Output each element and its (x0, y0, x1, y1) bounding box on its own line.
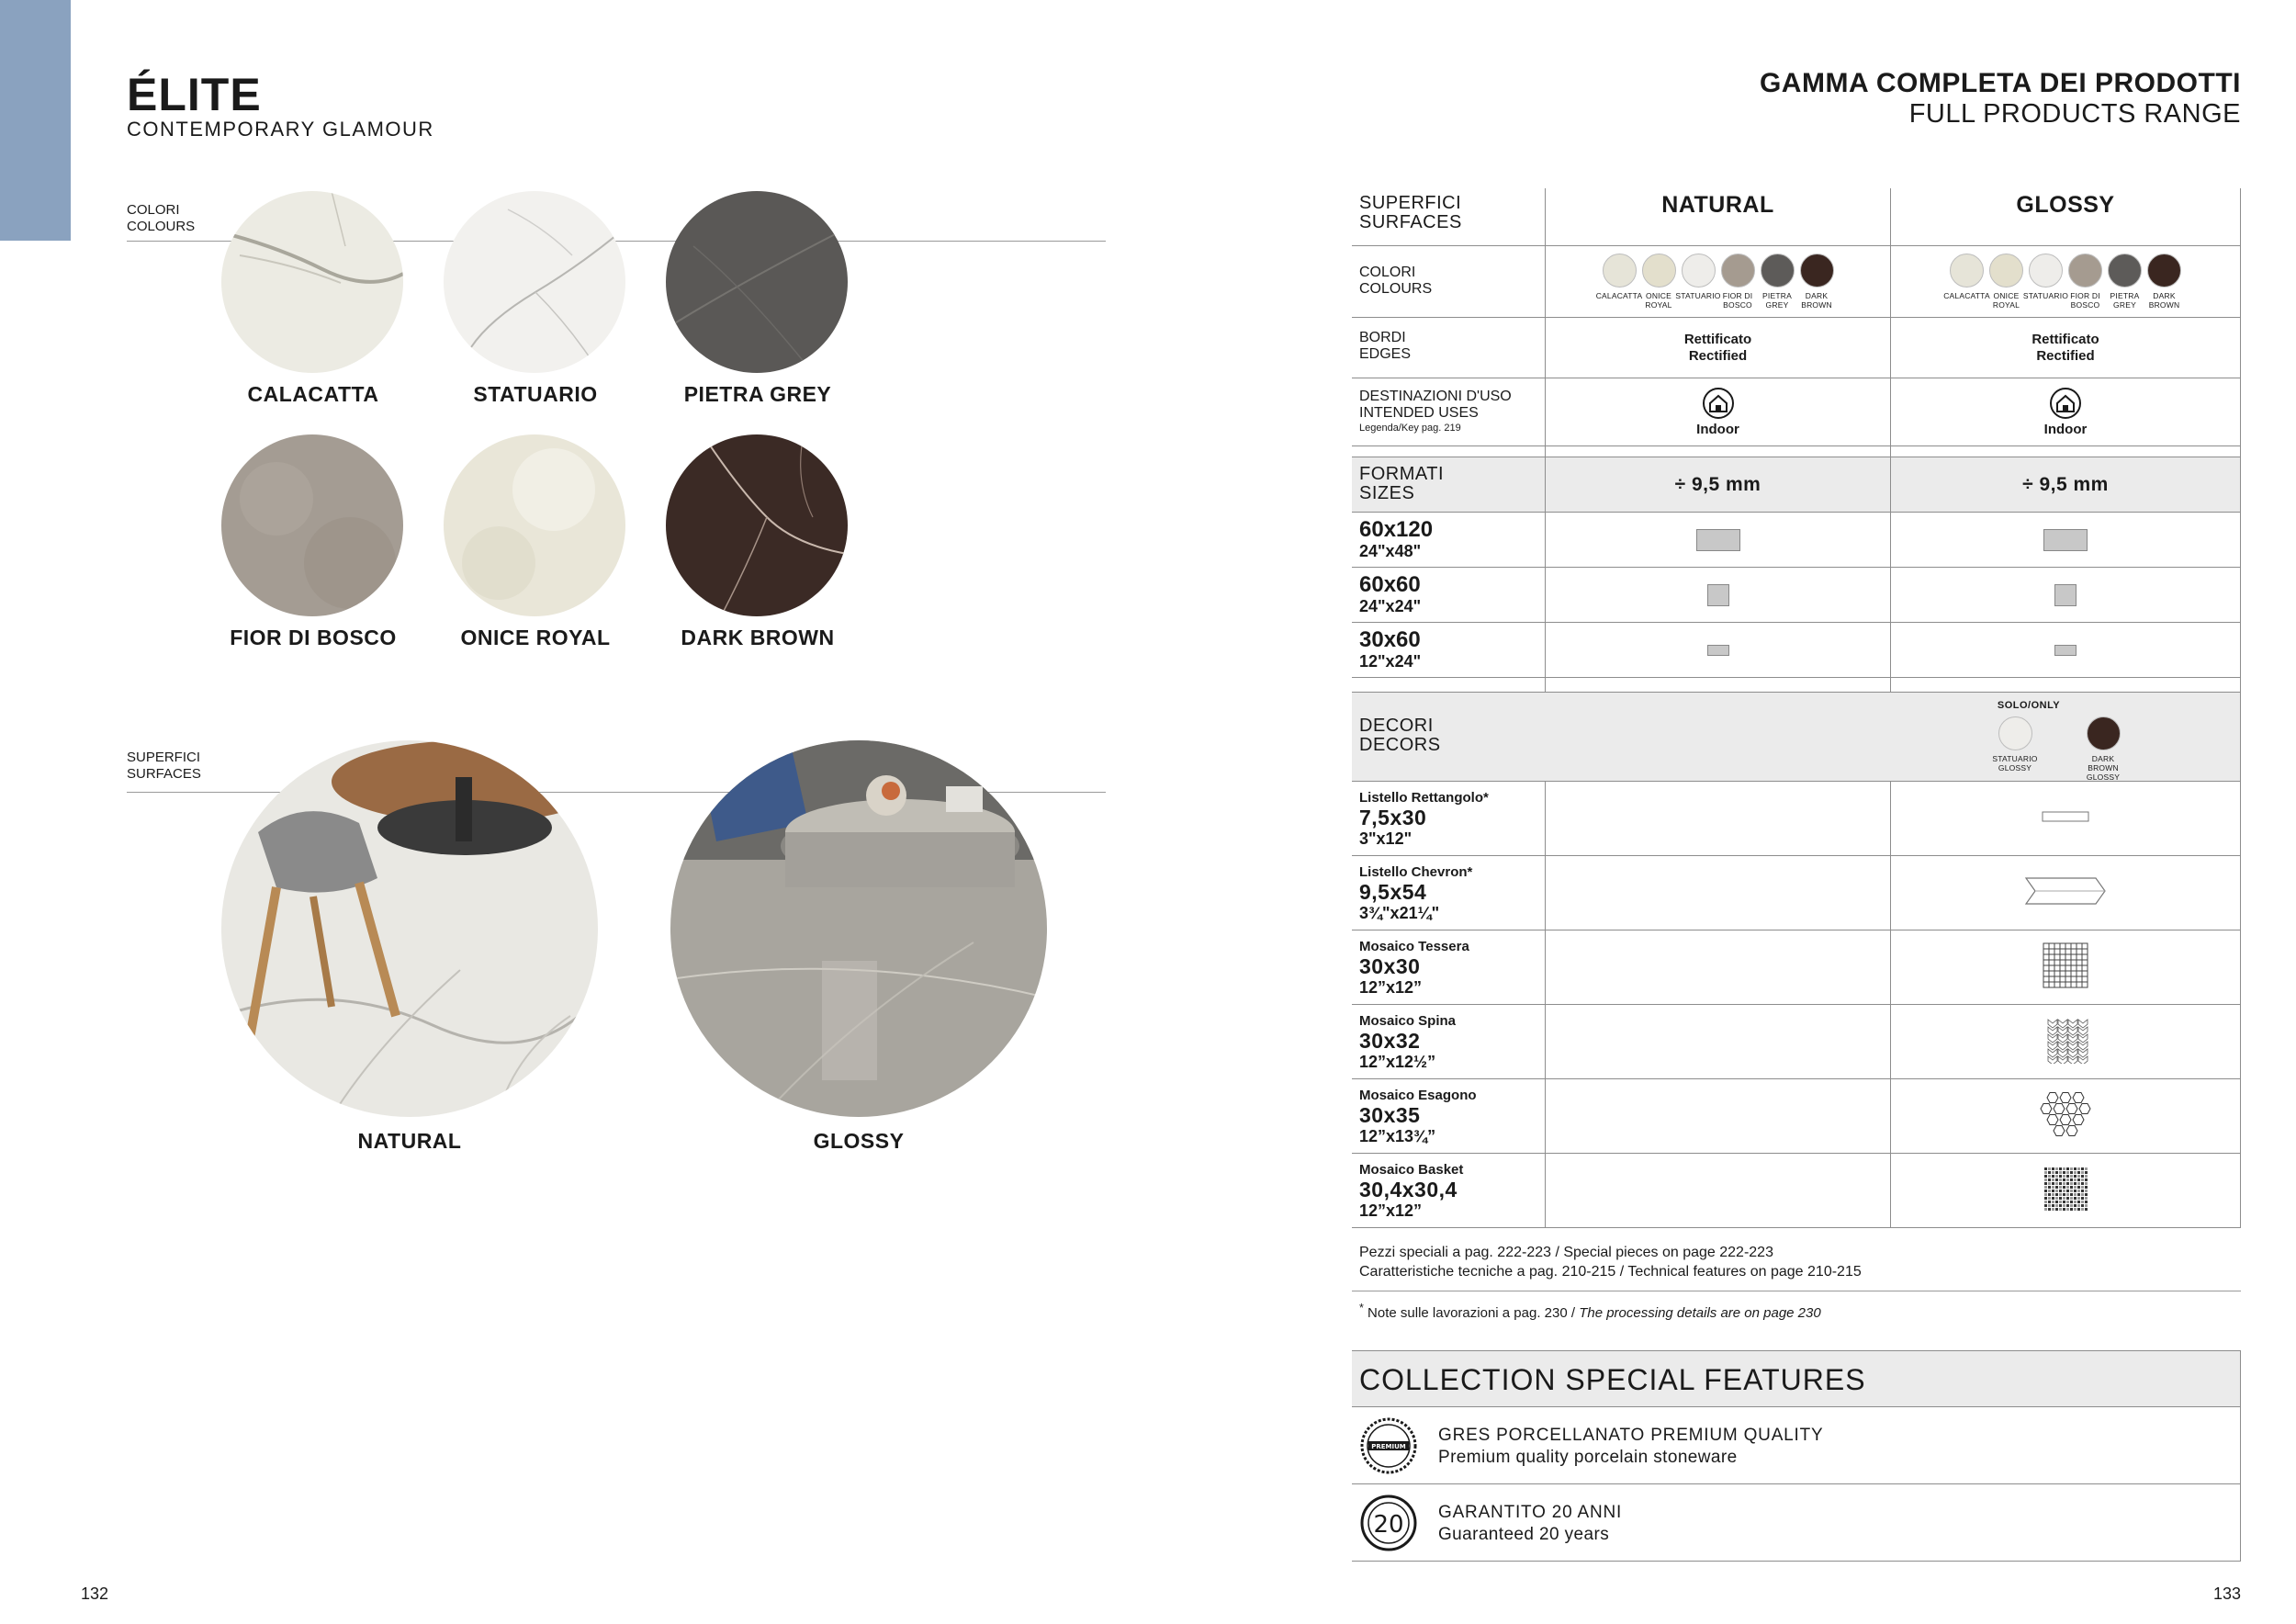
swatch-name-onice-royal: ONICE ROYAL (460, 626, 611, 649)
table-row-decor (1352, 930, 2241, 1005)
colours-section-label (127, 202, 195, 235)
glossy-decor-availability (1891, 856, 2241, 930)
colour-dot (1760, 254, 1795, 310)
natural-colour-dots (1546, 246, 1891, 317)
table-row-format (1352, 623, 2241, 678)
tile-30x60-icon (1707, 645, 1729, 656)
colour-dot-label (1762, 291, 1792, 310)
glossy-uses-value: Indoor (2043, 421, 2088, 437)
natural-decor-availability (1546, 782, 1891, 855)
colour-dot-label (2076, 754, 2131, 782)
natural-format-availability (1546, 568, 1891, 622)
surface-name-glossy: GLOSSY (813, 1129, 905, 1153)
table-row-format (1352, 513, 2241, 568)
colour-dot-label-line1: DARK (1805, 291, 1829, 300)
page-number-right: 133 (2212, 1585, 2241, 1603)
decor-label (1352, 1079, 1546, 1153)
natural-format-availability (1546, 623, 1891, 677)
colour-dot-label-line1: ONICE (1993, 291, 2020, 300)
spacer-c2 (1546, 446, 1891, 457)
table-spacer (1352, 678, 2241, 693)
decor-shape-icon (2040, 1088, 2091, 1145)
decor-shape-icon (2043, 1016, 2088, 1068)
feature-row-premium (1352, 1407, 2241, 1484)
swatch-name-dark-brown: DARK BROWN (681, 626, 835, 649)
column-header-glossy: GLOSSY (2016, 192, 2115, 218)
decor-shape-icon (2042, 810, 2089, 828)
spacer-c3 (1891, 678, 2241, 692)
colour-dot-label-line2: BROWN (1801, 300, 1832, 310)
natural-thickness-value: ÷ 9,5 mm (1674, 473, 1761, 495)
colours-cell-label (1352, 246, 1546, 317)
glossy-thickness-value: ÷ 9,5 mm (2022, 473, 2109, 495)
format-label (1352, 623, 1546, 677)
decor-label (1352, 1154, 1546, 1227)
natural-edges (1546, 318, 1891, 378)
colour-dot-label-line2: GLOSSY (1998, 763, 2032, 773)
natural-thickness (1546, 457, 1891, 512)
colours-en: COLOURS (1359, 281, 1433, 297)
glossy-format-availability (1891, 513, 2241, 567)
table-row-decor (1352, 782, 2241, 856)
colour-dot (2146, 254, 2182, 310)
colour-dot-label-line1: STATUARIO (2022, 291, 2069, 300)
natural-decor-availability (1546, 930, 1891, 1004)
swatch-name-fior-di-bosco: FIOR DI BOSCO (230, 626, 397, 649)
natural-decor-availability (1546, 856, 1891, 930)
column-header-natural: NATURAL (1661, 192, 1774, 218)
colour-dot-label (2149, 291, 2180, 310)
range-title: GAMMA COMPLETA DEI PRODOTTI (1759, 68, 2241, 98)
colour-dot-label-line2: BROWN (2148, 300, 2180, 310)
premium-icon-text: PREMIUM (1371, 1443, 1406, 1450)
table-row-decor (1352, 856, 2241, 930)
table-row-format (1352, 568, 2241, 623)
colour-dot-label-line1: STATUARIO (1675, 291, 1721, 300)
colour-dot-swatch (2108, 254, 2142, 288)
table-row-decor (1352, 1079, 2241, 1154)
spacer-c1 (1352, 678, 1546, 692)
edges-cell-label (1352, 318, 1546, 378)
colour-dot-label-line1: FIOR DI (2070, 291, 2100, 300)
spacer-c3 (1891, 446, 2241, 457)
decor-name: Mosaico Tessera (1359, 939, 1469, 954)
colour-dot (1675, 254, 1721, 300)
table-row-intended-uses (1352, 378, 2241, 446)
decor-label (1352, 856, 1546, 930)
table-row-decor (1352, 1154, 2241, 1228)
colour-dot (1988, 254, 2024, 310)
colours-label-it: COLORI (127, 202, 180, 218)
colour-dot (2107, 254, 2143, 310)
colour-dot-swatch (1682, 254, 1716, 288)
tile-30x60-icon (2054, 645, 2077, 656)
decor-name: Mosaico Esagono (1359, 1088, 1477, 1103)
spacer-c1 (1352, 446, 1546, 457)
collection-title: ÉLITE (127, 69, 262, 120)
surfaces-it: SUPERFICI (1359, 193, 1462, 213)
decor-size-in: 12”x12½” (1359, 1053, 1436, 1071)
indoor-icon (1702, 387, 1735, 420)
swatch-name-pietra-grey: PIETRA GREY (683, 382, 832, 406)
colour-dot-swatch (2087, 716, 2121, 750)
colour-dot-label (1993, 291, 2020, 310)
colour-dot-label-line2: BOSCO (1723, 300, 1752, 310)
colour-dot-label (2070, 291, 2100, 310)
colour-dot-label-line2: GLOSSY (2086, 773, 2121, 782)
tile-60x120-icon (1696, 529, 1740, 551)
colour-dot-swatch (1989, 254, 2023, 288)
decor-name: Listello Chevron* (1359, 864, 1473, 880)
colour-dot-swatch (1761, 254, 1795, 288)
natural-decor-availability (1546, 1079, 1891, 1153)
table-row-decors (1352, 693, 2241, 782)
decor-shape-icon (2043, 942, 2088, 993)
natural-surface-image (221, 740, 598, 1117)
colour-dot-label (1723, 291, 1753, 310)
swatch-pietra-grey (666, 191, 848, 373)
colour-dot-swatch (1603, 254, 1637, 288)
colour-dot-label-line2: ROYAL (1645, 300, 1672, 310)
colour-dot-label-line1: STATUARIO (1992, 754, 2038, 763)
colour-dot-label-line1: PIETRA (1762, 291, 1792, 300)
processing-note (1359, 1299, 1821, 1323)
table-row-edges (1352, 318, 2241, 378)
uses-it: DESTINAZIONI D'USO (1359, 389, 1512, 404)
decor-name: Mosaico Basket (1359, 1162, 1464, 1178)
colour-dot-label (2023, 291, 2068, 300)
table-row-decor (1352, 1005, 2241, 1079)
glossy-thickness (1891, 457, 2241, 512)
table-row-colours (1352, 246, 2241, 318)
column-glossy (1891, 188, 2241, 245)
natural-uses (1546, 378, 1891, 445)
natural-decor-availability (1546, 1005, 1891, 1078)
decor-size-in: 3¾"x21¼" (1359, 904, 1440, 922)
surface-name-natural: NATURAL (357, 1129, 462, 1153)
edges-en: EDGES (1359, 346, 1412, 362)
category-tab (0, 0, 71, 241)
decor-size-cm: 30x35 (1359, 1103, 1421, 1127)
column-natural (1546, 188, 1891, 245)
surfaces-section-label (127, 750, 201, 783)
glossy-surface-image (670, 740, 1047, 1117)
decors-it: DECORI (1359, 716, 1434, 736)
swatch-statuario (444, 191, 625, 373)
tile-60x60-icon (1707, 584, 1729, 606)
note-star: * (1359, 1302, 1364, 1314)
natural-uses-value: Indoor (1696, 421, 1739, 437)
colours-it: COLORI (1359, 265, 1416, 280)
uses-cell-label (1352, 378, 1546, 445)
colour-dot-swatch (1950, 254, 1984, 288)
glossy-format-availability (1891, 568, 2241, 622)
surfaces-cell-label (1352, 188, 1546, 245)
feature-row-guarantee (1352, 1484, 2241, 1562)
page-number-left: 132 (81, 1585, 109, 1603)
colour-dot-label-line1: CALACATTA (1943, 291, 1990, 300)
notes-block (1359, 1243, 1862, 1281)
natural-edges-it: Rettificato (1683, 331, 1752, 347)
premium-quality-icon (1359, 1416, 1418, 1475)
decor-size-in: 12”x12” (1359, 978, 1423, 997)
feature-premium-en: Premium quality porcelain stoneware (1438, 1448, 1738, 1467)
decor-label (1352, 782, 1546, 855)
decor-size-cm: 9,5x54 (1359, 880, 1427, 904)
glossy-uses (1891, 378, 2241, 445)
glossy-decor-availability (1891, 1005, 2241, 1078)
colour-dot (1799, 254, 1835, 310)
decor-size-in: 3"x12" (1359, 829, 1412, 848)
glossy-format-availability (1891, 623, 2241, 677)
colour-dot-label-line1: FIOR DI (1722, 291, 1753, 300)
colour-dot-swatch (1800, 254, 1834, 288)
colour-dot-swatch (2147, 254, 2181, 288)
sizes-cell-label (1352, 457, 1546, 512)
decor-shape-icon (2043, 1166, 2088, 1216)
colour-dot-label-line2: GREY (1765, 300, 1789, 310)
colour-dot-label-line1: ONICE (1646, 291, 1671, 300)
colour-dot-swatch (2068, 254, 2102, 288)
guarantee-20-years-icon (1359, 1494, 1418, 1552)
edges-it: BORDI (1359, 330, 1406, 345)
colour-dot-label-line2: BOSCO (2070, 300, 2100, 310)
colour-dot-swatch (1721, 254, 1755, 288)
colour-dot-label (2110, 291, 2140, 310)
decor-label (1352, 1005, 1546, 1078)
swatch-fior-di-bosco (221, 434, 403, 616)
colour-dot-label-line2: GREY (2113, 300, 2136, 310)
colour-dot-swatch (2029, 254, 2063, 288)
glossy-edges-it: Rettificato (2032, 331, 2099, 347)
natural-format-availability (1546, 513, 1891, 567)
indoor-icon (2049, 387, 2082, 420)
glossy-decor-availability (1891, 782, 2241, 855)
decor-name: Listello Rettangolo* (1359, 790, 1489, 806)
colour-dot-label (1645, 291, 1671, 310)
colour-dot-label (1943, 291, 1990, 300)
decors-cell-label (1352, 693, 1546, 781)
decor-shape-icon (2024, 874, 2107, 912)
decor-name: Mosaico Spina (1359, 1013, 1457, 1029)
colour-dot-label (1596, 291, 1643, 300)
glossy-edges (1891, 318, 2241, 378)
format-in: 12"x24" (1359, 652, 1422, 671)
note-processing-it: Note sulle lavorazioni a pag. 230 / (1367, 1305, 1580, 1321)
glossy-decor-availability (1891, 1154, 2241, 1227)
colour-dot (2076, 716, 2131, 782)
natural-edges-en: Rectified (1688, 347, 1748, 364)
products-range-table (1352, 188, 2241, 1235)
swatch-onice-royal (444, 434, 625, 616)
sizes-en: SIZES (1359, 483, 1415, 503)
category-tab-label (0, 176, 13, 231)
note-processing-en: The processing details are on page 230 (1579, 1305, 1821, 1321)
decor-size-cm: 30x32 (1359, 1029, 1421, 1053)
swatch-name-calacatta: CALACATTA (247, 382, 379, 406)
decor-label (1352, 930, 1546, 1004)
tile-60x120-icon (2043, 529, 2088, 551)
swatch-name-statuario: STATUARIO (473, 382, 598, 406)
colour-dot-label-line1: DARK (2153, 291, 2176, 300)
colours-label-en: COLOURS (127, 219, 196, 234)
range-subtitle: FULL PRODUCTS RANGE (1908, 99, 2241, 129)
uses-en: INTENDED USES (1359, 405, 1479, 421)
decor-size-cm: 30,4x30,4 (1359, 1178, 1458, 1201)
surfaces-label-it: SUPERFICI (127, 750, 201, 765)
glossy-decor-availability (1891, 1079, 2241, 1153)
surfaces-en: SURFACES (1359, 212, 1462, 232)
colour-dot (2067, 254, 2103, 310)
special-features-box (1352, 1350, 2241, 1562)
surfaces-label-en: SURFACES (127, 766, 201, 782)
colour-dot-label-line2: ROYAL (1992, 300, 2020, 310)
colour-dot (1720, 254, 1756, 310)
glossy-colour-dots (1891, 246, 2241, 317)
guarantee-icon-text: 20 (1373, 1511, 1404, 1539)
colour-dot (1987, 716, 2043, 773)
colour-dot (1641, 254, 1677, 310)
decor-size-in: 12”x13¾” (1359, 1127, 1436, 1145)
format-label (1352, 568, 1546, 622)
colour-dot-label (1992, 754, 2037, 773)
colour-dot (1943, 254, 1990, 300)
solo-only-label: SOLO/ONLY (1997, 700, 2061, 711)
colour-dot-label-line1: CALACATTA (1595, 291, 1643, 300)
colour-dot-label (1801, 291, 1832, 310)
feature-guarantee-it: GARANTITO 20 ANNI (1438, 1503, 1623, 1522)
colour-dot-label (1675, 291, 1720, 300)
swatch-calacatta (221, 191, 403, 373)
sizes-it: FORMATI (1359, 464, 1445, 484)
table-row-sizes (1352, 457, 2241, 513)
decors-en: DECORS (1359, 735, 1441, 755)
table-row-surfaces (1352, 188, 2241, 246)
colour-dot-swatch (1998, 716, 2032, 750)
decor-size-in: 12”x12” (1359, 1201, 1423, 1220)
uses-key: Legenda/Key pag. 219 (1359, 423, 1461, 434)
colour-dot-label-line1: PIETRA (2110, 291, 2140, 300)
spacer-c2 (1546, 678, 1891, 692)
format-in: 24"x24" (1359, 597, 1422, 615)
decor-size-cm: 7,5x30 (1359, 806, 1427, 829)
note-technical-features: Caratteristiche tecniche a pag. 210-215 / Technical features on page 210-215 (1359, 1264, 1862, 1280)
special-features-title: COLLECTION SPECIAL FEATURES (1352, 1350, 2241, 1407)
feature-premium-it: GRES PORCELLANATO PREMIUM QUALITY (1438, 1426, 1824, 1445)
decor-size-cm: 30x30 (1359, 954, 1421, 978)
colour-dot (1595, 254, 1643, 300)
swatch-dark-brown (666, 434, 848, 616)
natural-decor-availability (1546, 1154, 1891, 1227)
colour-dot-label-line1: DARK BROWN (2088, 754, 2119, 773)
format-in: 24"x48" (1359, 542, 1422, 560)
colour-dot-swatch (1642, 254, 1676, 288)
glossy-decor-availability (1891, 930, 2241, 1004)
colour-dot (2022, 254, 2069, 300)
format-cm: 60x60 (1359, 572, 1421, 597)
format-cm: 60x120 (1359, 517, 1434, 542)
collection-subtitle: CONTEMPORARY GLAMOUR (127, 118, 434, 141)
format-label (1352, 513, 1546, 567)
tile-60x60-icon (2054, 584, 2077, 606)
table-spacer (1352, 446, 2241, 457)
decors-glossy-colours (1891, 693, 2241, 781)
glossy-edges-en: Rectified (2036, 347, 2095, 364)
format-cm: 30x60 (1359, 627, 1421, 652)
feature-guarantee-en: Guaranteed 20 years (1438, 1525, 1610, 1544)
note-special-pieces: Pezzi speciali a pag. 222-223 / Special pieces on page 222-223 (1359, 1245, 1773, 1260)
